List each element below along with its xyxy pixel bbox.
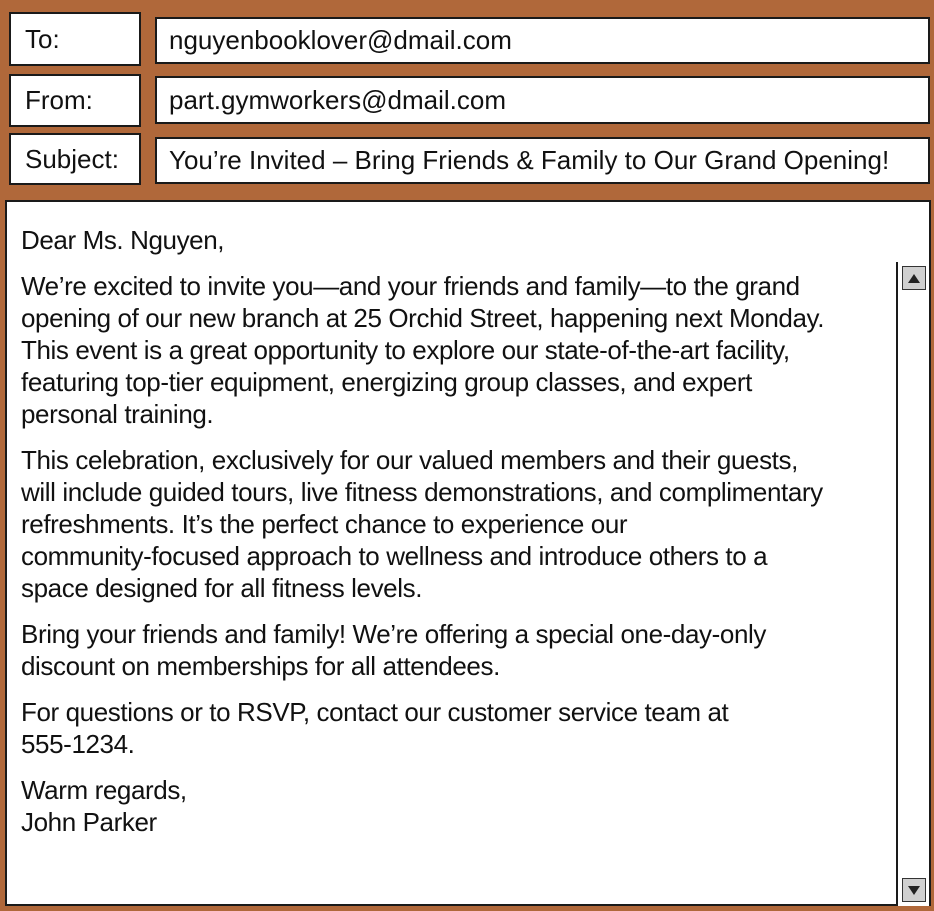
paragraph-line: This celebration, exclusively for our valued members and their guests, <box>21 445 798 475</box>
sign-off <box>21 774 901 838</box>
paragraph-line: will include guided tours, live fitness demonstrations, and complimentary <box>21 477 823 507</box>
closing: Warm regards, <box>21 775 187 805</box>
scroll-up-button[interactable] <box>902 266 926 290</box>
paragraph-line: space designed for all fitness levels. <box>21 573 423 603</box>
paragraph-line: For questions or to RSVP, contact our customer service team at <box>21 697 729 727</box>
triangle-down-icon <box>907 885 921 896</box>
paragraph-line: We’re excited to invite you—and your friends and family—to the grand <box>21 271 800 301</box>
message-text <box>21 224 901 852</box>
from-label <box>9 74 141 127</box>
scroll-down-button[interactable] <box>902 878 926 902</box>
to-label-text: To: <box>25 23 60 54</box>
paragraph-line: discount on memberships for all attendees. <box>21 651 500 681</box>
greeting: Dear Ms. Nguyen, <box>21 225 225 255</box>
paragraph-line: refreshments. It’s the perfect chance to experience our <box>21 509 628 539</box>
paragraph-4 <box>21 696 901 760</box>
to-label <box>9 12 141 66</box>
to-field-value: nguyenbooklover@dmail.com <box>169 25 512 55</box>
from-field[interactable] <box>155 76 930 124</box>
message-body[interactable] <box>5 200 931 906</box>
subject-label-text: Subject: <box>25 143 119 174</box>
paragraph-line: personal training. <box>21 399 214 429</box>
paragraph-line: opening of our new branch at 25 Orchid Street, happening next Monday. <box>21 303 825 333</box>
paragraph-2 <box>21 444 901 604</box>
from-label-text: From: <box>25 85 93 115</box>
paragraph-1 <box>21 270 901 430</box>
from-field-value: part.gymworkers@dmail.com <box>169 84 507 115</box>
subject-field[interactable] <box>155 137 930 184</box>
paragraph-line: community-focused approach to wellness and introduce others to a <box>21 541 768 571</box>
paragraph-line: Bring your friends and family! We’re offering a special one-day-only <box>21 619 767 649</box>
subject-field-value: You’re Invited – Bring Friends & Family to Our Grand Opening! <box>169 145 890 175</box>
triangle-up-icon <box>907 273 921 284</box>
subject-label <box>9 133 141 185</box>
paragraph-line: 555-1234. <box>21 729 135 759</box>
signature: John Parker <box>21 807 157 837</box>
vertical-scrollbar[interactable] <box>896 262 929 906</box>
paragraph-line: This event is a great opportunity to explore our state-of-the-art facility, <box>21 335 790 365</box>
to-field[interactable] <box>155 17 930 64</box>
paragraph-3 <box>21 618 901 682</box>
paragraph-line: featuring top-tier equipment, energizing group classes, and expert <box>21 367 752 397</box>
